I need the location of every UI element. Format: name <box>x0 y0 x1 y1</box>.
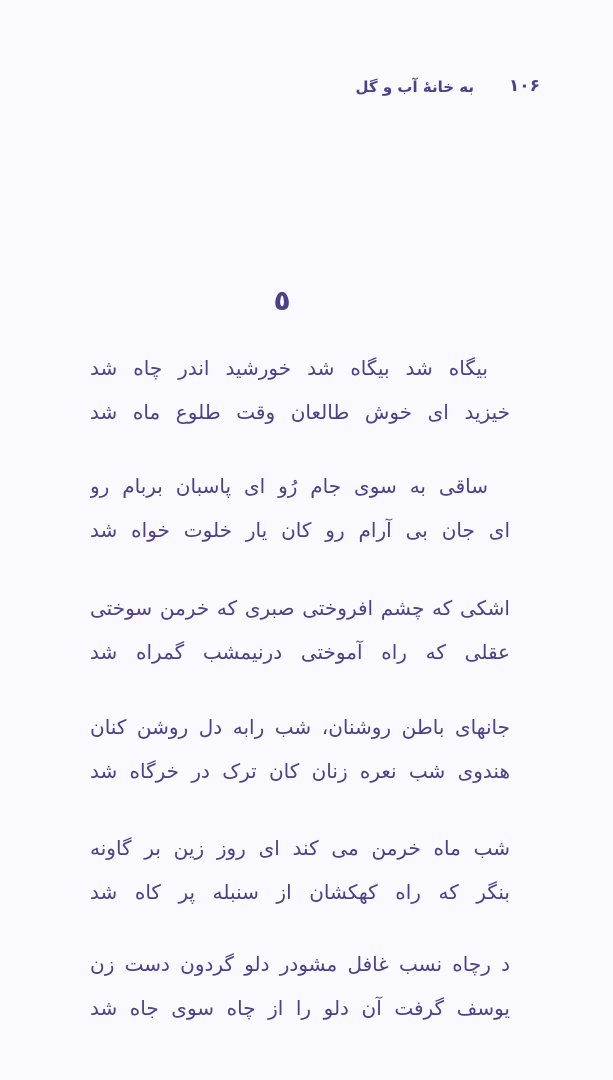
running-title: به خانهٔ آب و گل <box>355 78 474 96</box>
page-header <box>355 76 540 106</box>
verse-line: د رچاه نسب غافل مشودر دلو گردون دست زن <box>90 952 510 976</box>
stanza <box>90 828 510 916</box>
verse-line: بیگاه شد بیگاه شد خورشید اندر چاه شد <box>90 356 488 380</box>
verse-line: ساقی به سوی جام رُو ای پاسبان بربام رو <box>90 474 488 498</box>
stanza <box>90 944 510 1032</box>
verse-line: شب ماه خرمن می کند ای روز زین بر گاونه <box>90 836 510 860</box>
verse-line: هندوی شب نعره زنان کان ترک در خرگاه شد <box>90 759 510 783</box>
verse-line: اشکی که چشم افروختی صبری که خرمن سوختی <box>90 596 510 620</box>
verse-line: جانهای باطن روشنان، شب رابه دل روشن کنان <box>90 715 510 739</box>
verse-line: عقلی که راه آموختی درنیمشب گمراه شد <box>90 640 510 664</box>
verse-line: ای جان بی آرام رو کان یار خلوت خواه شد <box>90 518 510 542</box>
stanza <box>90 588 510 676</box>
stanza <box>90 707 510 795</box>
poem-number: ٥ <box>273 284 291 317</box>
verse-line: یوسف گرفت آن دلو را از چاه سوی جاه شد <box>90 996 510 1020</box>
page-number: ۱۰۶ <box>508 76 540 96</box>
verse-line: بنگر که راه کهکشان از سنبله پر کاه شد <box>90 880 510 904</box>
verse-line: خیزید ای خوش طالعان وقت طلوع ماه شد <box>90 400 510 424</box>
stanza <box>90 348 510 436</box>
stanza <box>90 466 510 554</box>
